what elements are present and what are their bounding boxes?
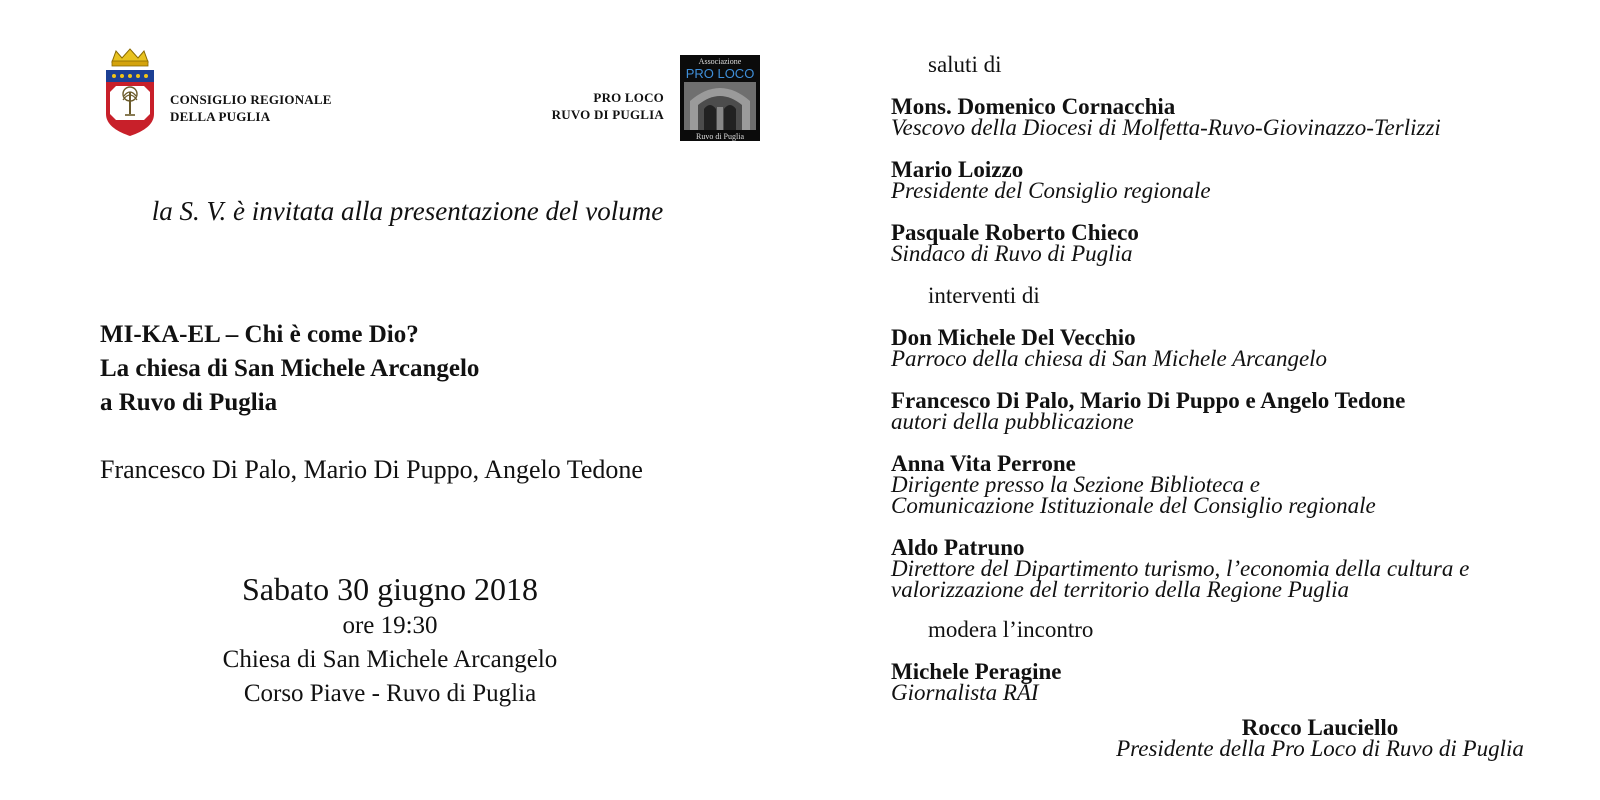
- speaker-name: Aldo Patruno: [891, 535, 1025, 560]
- speech-entry: [891, 390, 1571, 432]
- speeches-heading: interventi di: [928, 283, 1040, 308]
- event-place: Chiesa di San Michele Arcangelo: [222, 646, 558, 673]
- closing-name: Rocco Lauciello: [1241, 715, 1399, 740]
- speech-entry: [891, 537, 1571, 600]
- closing-role: Presidente della Pro Loco di Ruvo di Puglia: [1116, 736, 1524, 761]
- proloco-logo-top-text: Associazione: [698, 57, 742, 66]
- greeting-entry: [891, 96, 1571, 138]
- consiglio-regionale-label: [170, 91, 332, 125]
- event-time: ore 19:30: [342, 612, 438, 639]
- speaker-name: Mario Loizzo: [891, 157, 1024, 182]
- pro-loco-logo: [680, 55, 760, 141]
- moderator-entry: [891, 661, 1571, 703]
- speaker-role: Sindaco di Ruvo di Puglia: [891, 241, 1133, 266]
- proloco-label-line1: PRO LOCO: [593, 90, 664, 105]
- regione-puglia-emblem: [104, 48, 156, 138]
- proloco-logo-bottom-text: Ruvo di Puglia: [695, 132, 745, 141]
- speaker-name: Francesco Di Palo, Mario Di Puppo e Angelo Tedone: [891, 388, 1406, 413]
- speaker-role-line1: Dirigente presso la Sezione Biblioteca e: [891, 472, 1260, 497]
- consiglio-label-line1: CONSIGLIO REGIONALE: [170, 92, 332, 107]
- speaker-role: Presidente del Consiglio regionale: [891, 178, 1211, 203]
- book-title: [100, 318, 479, 420]
- speaker-role-line1: Direttore del Dipartimento turismo, l’economia della cultura e: [891, 556, 1470, 581]
- speaker-role-line2: Comunicazione Istituzionale del Consiglio regionale: [891, 493, 1376, 518]
- proloco-label-line2: RUVO DI PUGLIA: [551, 107, 664, 122]
- event-date: Sabato 30 giugno 2018: [242, 571, 538, 607]
- speaker-name: Anna Vita Perrone: [891, 451, 1076, 476]
- speaker-name: Mons. Domenico Cornacchia: [891, 94, 1176, 119]
- consiglio-label-line2: DELLA PUGLIA: [170, 109, 271, 124]
- speaker-name: Pasquale Roberto Chieco: [891, 220, 1139, 245]
- moderator-name: Michele Peragine: [891, 659, 1062, 684]
- proloco-logo-brand-text: PRO LOCO: [685, 66, 755, 81]
- speaker-role: Parroco della chiesa di San Michele Arcangelo: [891, 346, 1328, 371]
- book-title-line1: MI-KA-EL – Chi è come Dio?: [100, 321, 419, 348]
- speech-entry: [891, 453, 1571, 516]
- book-title-line3: a Ruvo di Puglia: [100, 389, 278, 416]
- event-address: Corso Piave - Ruvo di Puglia: [243, 680, 537, 707]
- greeting-entry: [891, 159, 1571, 201]
- speaker-role: Vescovo della Diocesi di Molfetta-Ruvo-Giovinazzo-Terlizzi: [891, 115, 1441, 140]
- book-title-line2: La chiesa di San Michele Arcangelo: [100, 355, 480, 382]
- invitation-text: la S. V. è invitata alla presentazione del volume: [151, 196, 664, 226]
- speech-entry: [891, 327, 1571, 369]
- speaker-name: Don Michele Del Vecchio: [891, 325, 1136, 350]
- pro-loco-label: [500, 89, 664, 123]
- speaker-role: autori della pubblicazione: [891, 409, 1134, 434]
- book-authors: Francesco Di Palo, Mario Di Puppo, Angelo Tedone: [100, 455, 643, 484]
- closing-signature: [1095, 717, 1545, 759]
- speaker-role-line2: valorizzazione del territorio della Regione Puglia: [891, 577, 1350, 602]
- greetings-heading: saluti di: [928, 52, 1002, 77]
- moderator-heading: modera l’incontro: [928, 617, 1094, 642]
- greeting-entry: [891, 222, 1571, 264]
- moderator-role: Giornalista RAI: [891, 680, 1039, 705]
